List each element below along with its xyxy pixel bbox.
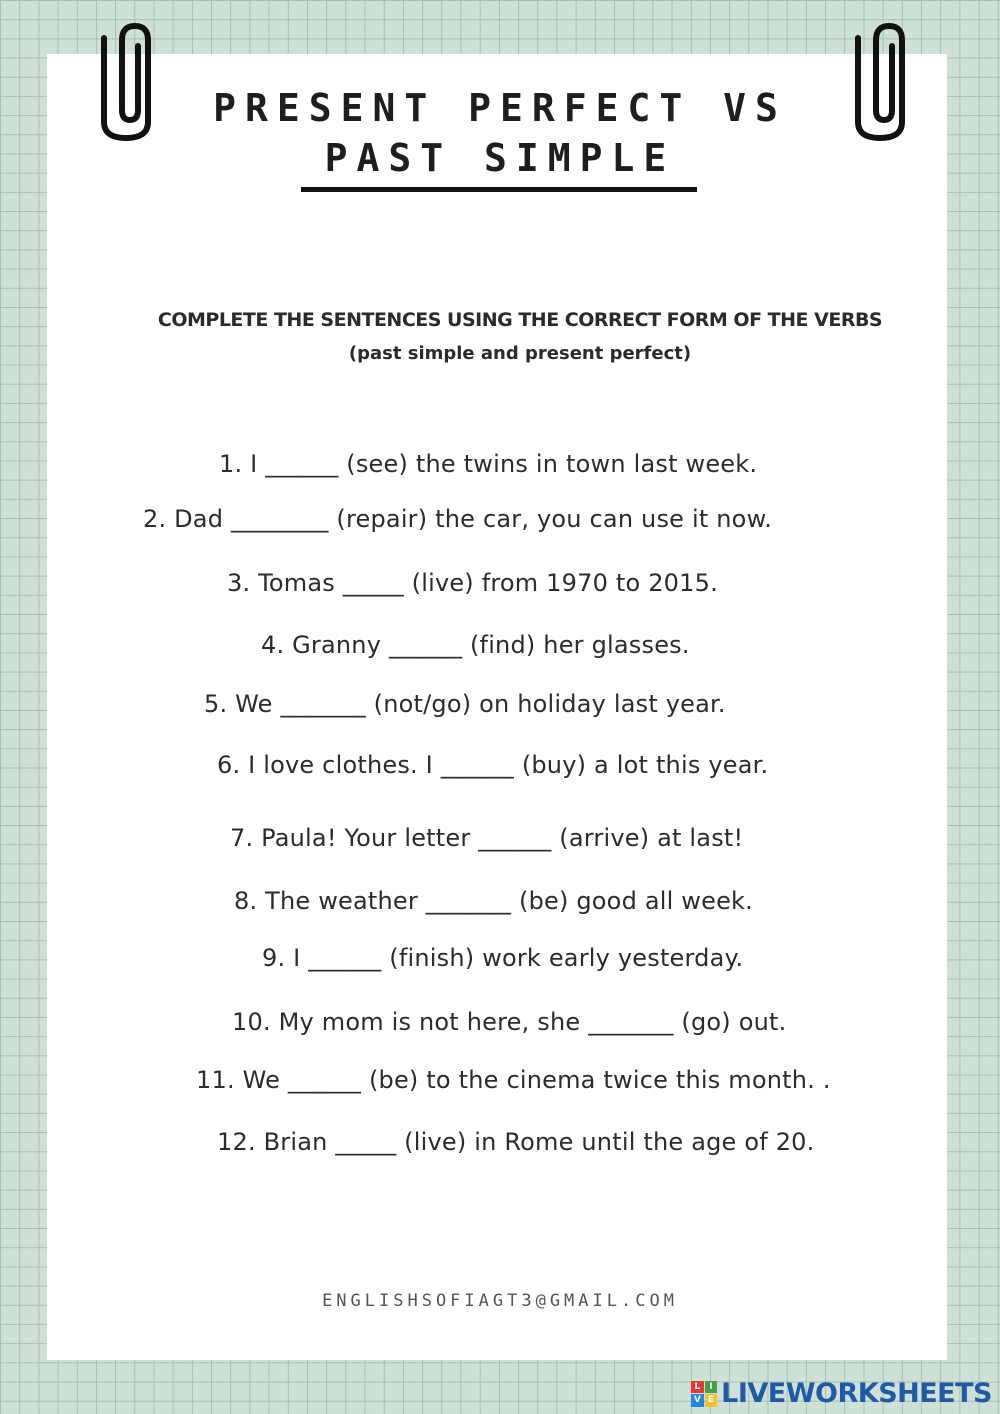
instructions-heading: COMPLETE THE SENTENCES USING THE CORRECT FORM OF THE VERBS [157,309,883,331]
instructions-subheading: (past simple and present perfect) [348,343,692,364]
page-title-line-2: PAST SIMPLE [324,136,676,180]
question-item: 8. The weather _______ (be) good all week. [234,887,753,915]
author-email: ENGLISHSOFIAGT3@GMAIL.COM [322,1291,678,1311]
question-item: 3. Tomas _____ (live) from 1970 to 2015. [227,569,718,597]
question-item: 10. My mom is not here, she _______ (go) out. [232,1008,787,1036]
question-item: 1. I ______ (see) the twins in town last week. [219,450,758,478]
question-item: 11. We ______ (be) to the cinema twice this month. . [196,1066,831,1094]
question-item: 4. Granny ______ (find) her glasses. [261,631,690,659]
question-item: 9. I ______ (finish) work early yesterday. [262,944,744,972]
question-item: 5. We _______ (not/go) on holiday last year. [204,690,726,718]
logo-letter: I [705,1381,718,1394]
liveworksheets-logo[interactable] [691,1378,992,1409]
question-item: 2. Dad ________ (repair) the car, you can use it now. [143,505,773,533]
title-underline [301,187,697,192]
liveworksheets-logo-icon [691,1381,717,1407]
logo-letter: E [705,1394,718,1407]
logo-letter: V [691,1394,704,1407]
question-item: 7. Paula! Your letter ______ (arrive) at last! [230,824,744,852]
liveworksheets-logo-text: LIVEWORKSHEETS [721,1378,992,1409]
logo-letter: L [691,1381,704,1394]
page-title-line-1: PRESENT PERFECT VS [213,86,787,130]
question-item: 12. Brian _____ (live) in Rome until the age of 20. [217,1128,815,1156]
question-item: 6. I love clothes. I ______ (buy) a lot this year. [217,751,769,779]
